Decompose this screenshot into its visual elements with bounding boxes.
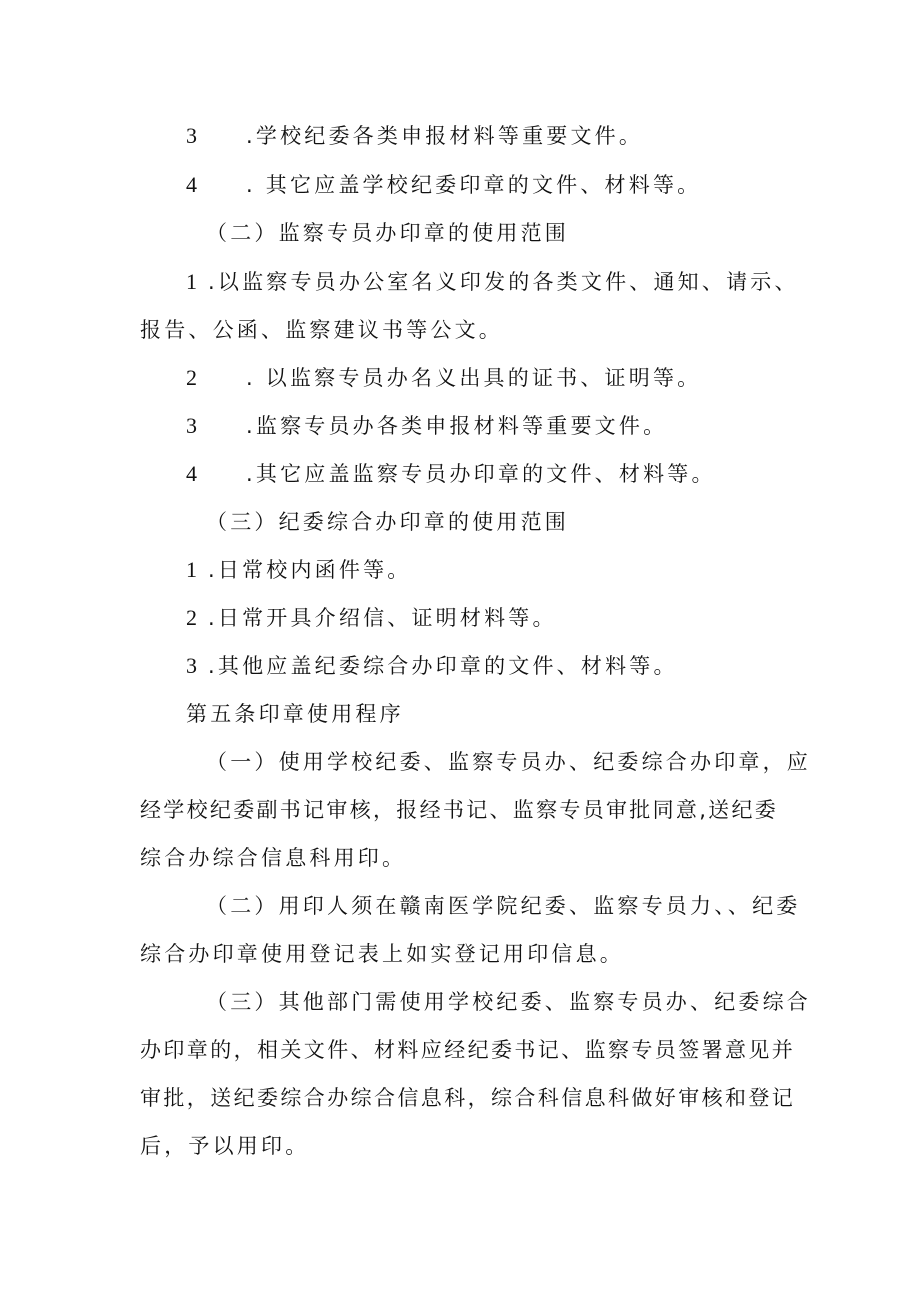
list-item-text: .学校纪委各类申报材料等重要文件。	[246, 124, 644, 148]
paragraph-line: 后，予以用印。	[140, 1134, 310, 1158]
list-item-text: .日常开具介绍信、证明材料等。	[208, 606, 557, 630]
list-item-text: .日常校内函件等。	[208, 558, 412, 582]
paragraph-line: 综合办印章使用登记表上如实登记用印信息。	[140, 942, 624, 966]
list-number: 1	[186, 269, 197, 294]
list-number: 3	[186, 653, 197, 678]
paragraph-line: （二）用印人须在赣南医学院纪委、监察专员力、、纪委	[206, 894, 801, 918]
list-number: 3	[186, 413, 197, 438]
list-item-text-continued: 报告、公函、监察建议书等公文。	[140, 318, 503, 342]
list-item-text: . 其它应盖学校纪委印章的文件、材料等。	[246, 173, 702, 197]
list-item-text: .其它应盖监察专员办印章的文件、材料等。	[246, 462, 716, 486]
list-number: 2	[186, 605, 197, 630]
paragraph-line: 审批，送纪委综合办综合信息科，综合科信息科做好审核和登记	[140, 1086, 796, 1110]
list-number: 2	[186, 365, 197, 390]
list-item-text: . 以监察专员办名义出具的证书、证明等。	[246, 366, 702, 390]
paragraph-line: 办印章的，相关文件、材料应经纪委书记、监察专员签署意见并	[140, 1038, 796, 1062]
list-number: 4	[186, 461, 197, 486]
section-heading: （二）监察专员办印章的使用范围	[206, 221, 569, 245]
paragraph-line: （一）使用学校纪委、监察专员办、纪委综合办印章，应	[206, 750, 811, 774]
paragraph-line: 综合办综合信息科用印。	[140, 846, 407, 870]
paragraph-line: （三）其他部门需使用学校纪委、监察专员办、纪委综合	[206, 990, 811, 1014]
list-item-text: .以监察专员办公室名义印发的各类文件、通知、请示、	[208, 270, 799, 294]
list-number: 1	[186, 557, 197, 582]
list-number: 4	[186, 172, 197, 197]
section-heading: （三）纪委综合办印章的使用范围	[206, 510, 569, 534]
list-number: 3	[186, 123, 197, 148]
paragraph-line: 经学校纪委副书记审核，报经书记、监察专员审批同意,送纪委	[140, 798, 779, 822]
article-heading: 第五条印章使用程序	[186, 702, 404, 726]
list-item-text: .其他应盖纪委综合办印章的文件、材料等。	[208, 654, 678, 678]
list-item-text: .监察专员办各类申报材料等重要文件。	[246, 414, 668, 438]
